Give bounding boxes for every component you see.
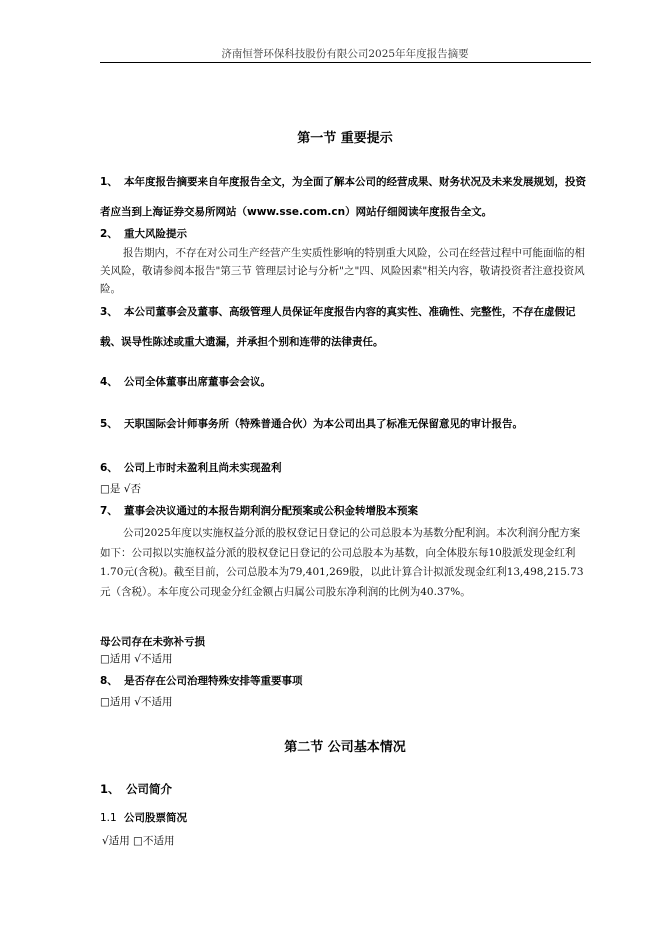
item-1-text: 本年度报告摘要来自年度报告全文，为全面了解本公司的经营成果、财务状况及未来发展规划，投资者应当到上海证券交易所网站（www.sse.com.cn）网站仔细阅读年度报告全文。: [100, 176, 586, 218]
item-4: [100, 374, 271, 389]
item-8-number: 8、: [100, 675, 118, 687]
loss-title: 母公司存在未弥补亏损: [100, 636, 205, 648]
item-7-body: 公司2025年度以实施权益分派的股权登记日登记的公司总股本为基数分配利润。本次利润分配方案如下：公司拟以实施权益分派的股权登记日登记的公司总股本为基数，向全体股东每10股派发现金红利1.70元(含税)。截至目前，公司总股本为79,401,269股，以此计算合计拟派发现金红利13,498,215.73元（含税）。本年度公司现金分红金额占归属公司股东净利润的比例为40.37%。: [100, 527, 584, 598]
sub-1-text: 公司简介: [126, 782, 172, 796]
sub-1-number: 1、: [100, 782, 120, 796]
item-6-text: 公司上市时未盈利且尚未实现盈利: [124, 462, 282, 474]
item-5-number: 5、: [100, 418, 118, 430]
item-4-number: 4、: [100, 376, 118, 388]
item-1: [100, 167, 592, 227]
item-8-text: 是否存在公司治理特殊安排等重要事项: [124, 675, 303, 687]
sub-1-1-text: 公司股票简况: [124, 812, 187, 824]
item-3: [100, 297, 592, 357]
item-3-number: 3、: [100, 306, 118, 318]
item-7-number: 7、: [100, 505, 118, 517]
item-5-text: 天职国际会计师事务所（特殊普通合伙）为本公司出具了标准无保留意见的审计报告。: [124, 418, 523, 430]
item-6-choice: □是 √否: [100, 483, 141, 495]
header-rule: [100, 62, 591, 63]
section-1-title: 第一节 重要提示: [297, 131, 393, 146]
page-header: 济南恒誉环保科技股份有限公司2025年年度报告摘要: [221, 48, 469, 60]
item-2: [100, 226, 187, 241]
item-6: [100, 460, 282, 475]
item-7: [100, 503, 418, 518]
sub-1-1-choice: √适用 □不适用: [102, 835, 175, 847]
item-1-number: 1、: [100, 176, 118, 188]
sub-1: [100, 781, 172, 797]
item-8: [100, 673, 303, 688]
section-2-title: 第二节 公司基本情况: [284, 740, 406, 755]
sub-1-1-number: 1.1: [100, 812, 117, 824]
loss-choice: □适用 √不适用: [100, 653, 173, 665]
item-5: [100, 416, 523, 431]
item-8-choice: □适用 √不适用: [100, 696, 173, 708]
item-2-number: 2、: [100, 228, 118, 240]
sub-1-1: [100, 810, 187, 825]
item-2-body: 报告期内，不存在对公司生产经营产生实质性影响的特别重大风险，公司在经营过程中可能面临的相关风险，敬请参阅本报告"第三节 管理层讨论与分析"之"四、风险因素"相关内容，敬请投资者注意投资风险。: [100, 247, 585, 295]
item-3-text: 本公司董事会及董事、高级管理人员保证年度报告内容的真实性、准确性、完整性，不存在虚假记载、误导性陈述或重大遗漏，并承担个别和连带的法律责任。: [100, 306, 576, 348]
item-2-text: 重大风险提示: [124, 228, 187, 240]
item-7-text: 董事会决议通过的本报告期利润分配预案或公积金转增股本预案: [124, 505, 418, 517]
item-6-number: 6、: [100, 462, 118, 474]
item-4-text: 公司全体董事出席董事会会议。: [124, 376, 271, 388]
